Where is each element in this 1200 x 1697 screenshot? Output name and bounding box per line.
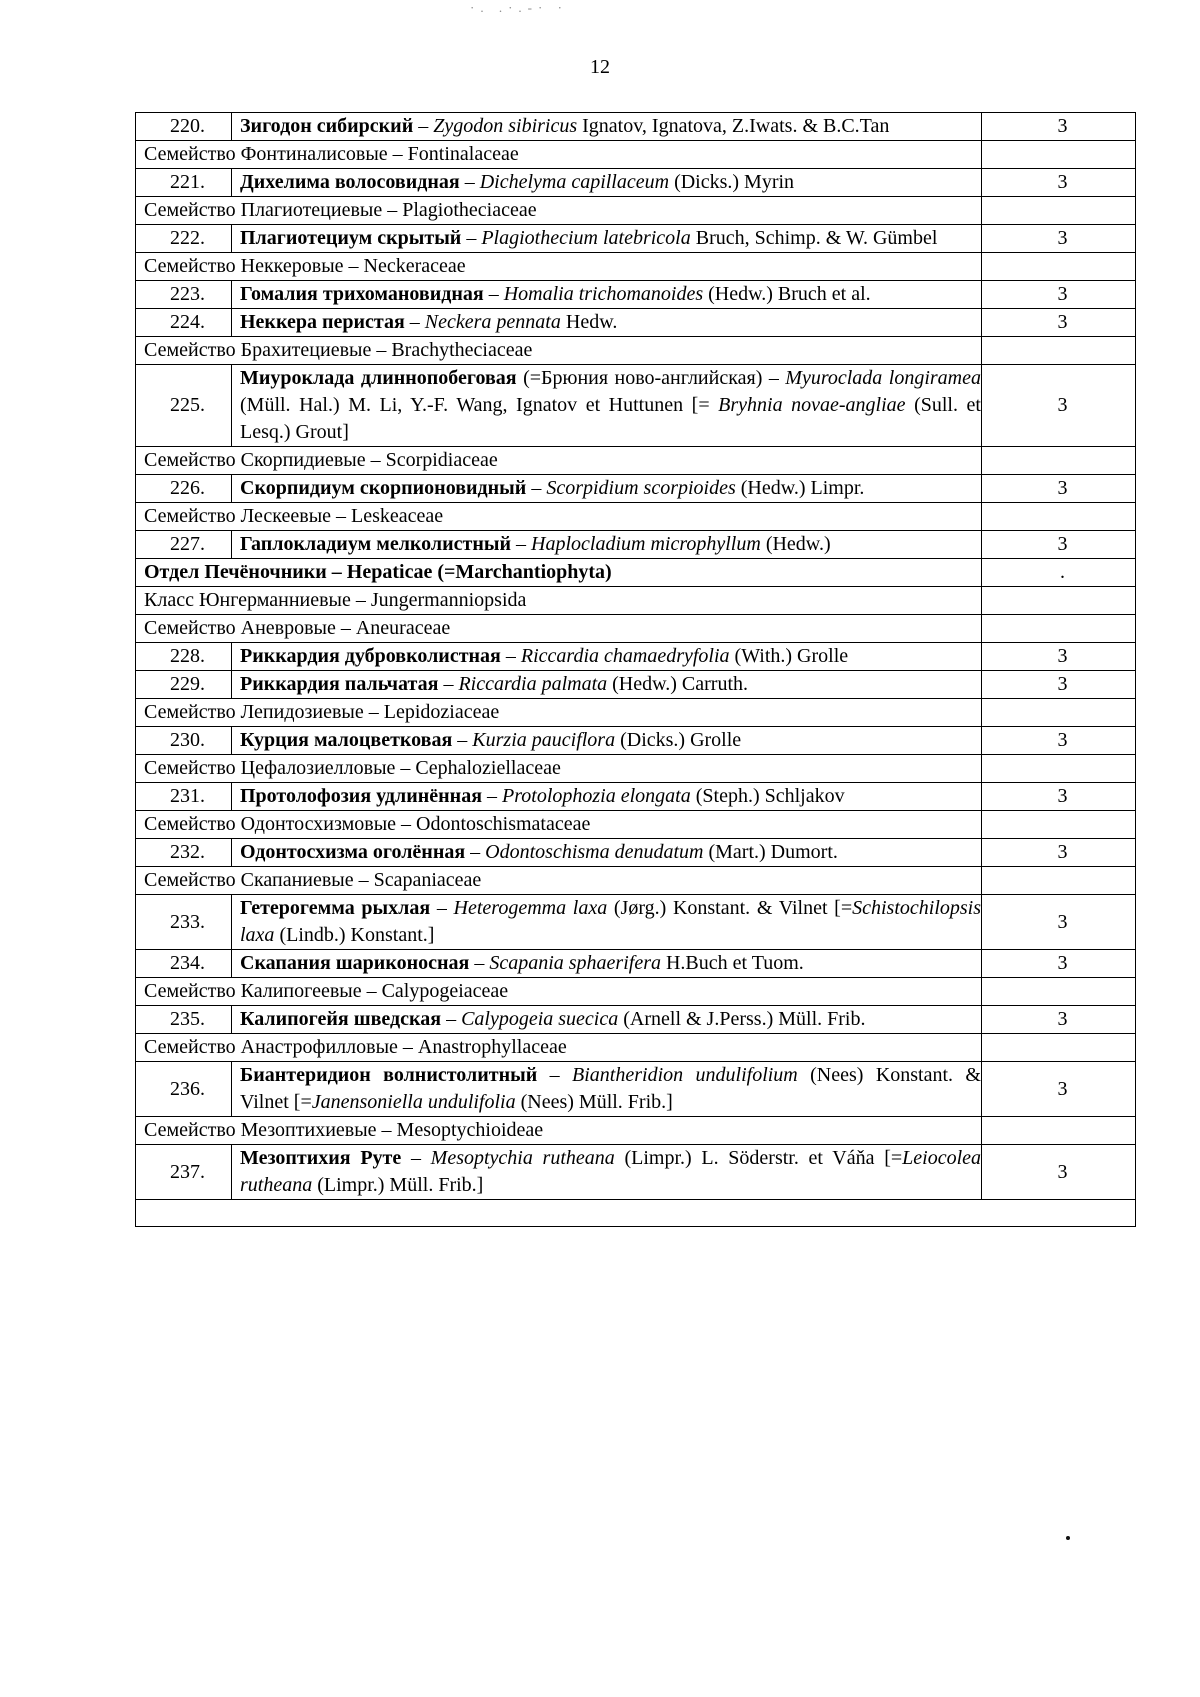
species-russian-name: Зигодон сибирский — [240, 115, 414, 137]
family-row — [136, 615, 1136, 643]
status-cell — [982, 337, 1136, 365]
species-latin-name: Zygodon sibiricus — [433, 115, 578, 137]
species-synonym-latin: Leiocolea rutheana — [240, 1147, 982, 1196]
protection-status: 3 — [982, 839, 1136, 867]
scan-dot — [1066, 1536, 1070, 1540]
species-russian-name: Курция малоцветковая — [240, 729, 453, 751]
family-heading: Семейство Плагиотециевые – Plagiotheciaceae — [136, 197, 982, 225]
protection-status: 3 — [982, 1145, 1136, 1200]
species-latin-name: Riccardia palmata — [458, 673, 608, 695]
family-heading: Семейство Скапаниевые – Scapaniaceae — [136, 867, 982, 895]
species-latin-name: Kurzia pauciflora — [472, 729, 616, 751]
species-author: (Arnell & J.Perss.) Müll. Frib. — [618, 1008, 866, 1030]
species-row — [136, 671, 1136, 699]
species-number: 235. — [136, 1006, 232, 1034]
species-latin-name: Scapania sphaerifera — [489, 952, 661, 974]
status-cell — [982, 867, 1136, 895]
species-name-cell: Гетерогемма рыхлая – Heterogemma laxa (Jørg.) Konstant. & Vilnet [=Schistochilopsis laxa (Lindb.) Konstant.] — [232, 895, 982, 950]
species-synonym-author: (Lindb.) Konstant.] — [274, 924, 435, 946]
status-cell — [982, 1117, 1136, 1145]
species-russian-name: Риккардия пальчатая — [240, 673, 439, 695]
species-number: 221. — [136, 169, 232, 197]
family-heading: Семейство Лепидозиевые – Lepidoziaceae — [136, 699, 982, 727]
family-row — [136, 447, 1136, 475]
species-author: Ignatov, Ignatova, Z.Iwats. & B.C.Tan — [577, 115, 890, 137]
species-row — [136, 950, 1136, 978]
status-cell — [982, 699, 1136, 727]
status-cell — [982, 253, 1136, 281]
protection-status: 3 — [982, 475, 1136, 503]
species-latin-name: Calypogeia suecica — [461, 1008, 619, 1030]
species-number: 228. — [136, 643, 232, 671]
species-latin-name: Riccardia chamaedryfolia — [520, 645, 730, 667]
species-author: (Hedw.) Limpr. — [735, 477, 865, 499]
protection-status: 3 — [982, 727, 1136, 755]
species-name-cell: Скапания шариконосная – Scapania sphaerifera H.Buch et Tuom. — [232, 950, 982, 978]
family-row — [136, 1117, 1136, 1145]
family-row — [136, 755, 1136, 783]
species-latin-name: Protolophozia elongata — [502, 785, 691, 807]
species-synonym-latin: Bryhnia novae-angliae — [718, 394, 906, 416]
species-russian-name: Скапания шариконосная — [240, 952, 470, 974]
species-russian-name: Протолофозия удлинённая — [240, 785, 483, 807]
species-russian-name: Неккера перистая — [240, 311, 405, 333]
division-row — [136, 559, 1136, 587]
family-heading: Семейство Фонтиналисовые – Fontinalaceae — [136, 141, 982, 169]
family-row — [136, 141, 1136, 169]
species-synonym-author: (Nees) Müll. Frib.] — [515, 1091, 673, 1113]
species-number: 226. — [136, 475, 232, 503]
species-number: 234. — [136, 950, 232, 978]
species-row — [136, 281, 1136, 309]
species-number: 220. — [136, 113, 232, 141]
species-latin-name: Homalia trichomanoides — [503, 283, 704, 305]
species-name-cell: Плагиотециум скрытый – Plagiothecium latebricola Bruch, Schimp. & W. Gümbel — [232, 225, 982, 253]
status-cell — [982, 978, 1136, 1006]
species-row — [136, 895, 1136, 950]
family-heading: Семейство Брахитециевые – Brachytheciaceae — [136, 337, 982, 365]
protection-status: 3 — [982, 113, 1136, 141]
species-author: (Dicks.) Myrin — [669, 171, 795, 193]
empty-cell — [136, 1200, 1136, 1227]
species-row — [136, 643, 1136, 671]
page-number: 12 — [590, 56, 610, 78]
species-latin-name: Odontoschisma denudatum — [485, 841, 704, 863]
family-heading: Семейство Цефалозиелловые – Cephaloziellaceae — [136, 755, 982, 783]
family-row — [136, 811, 1136, 839]
species-russian-name: Гаплокладиум мелколистный — [240, 533, 512, 555]
scan-artifact: ·. .·.-· · — [470, 0, 568, 15]
species-row — [136, 225, 1136, 253]
species-row — [136, 475, 1136, 503]
species-number: 230. — [136, 727, 232, 755]
status-cell — [982, 755, 1136, 783]
family-heading: Семейство Анастрофилловые – Anastrophyllaceae — [136, 1034, 982, 1062]
protection-status: 3 — [982, 309, 1136, 337]
status-cell: . — [982, 559, 1136, 587]
status-cell — [982, 1034, 1136, 1062]
species-name-cell: Гомалия трихомановидная – Homalia trichomanoides (Hedw.) Bruch et al. — [232, 281, 982, 309]
protection-status: 3 — [982, 225, 1136, 253]
protection-status: 3 — [982, 531, 1136, 559]
species-name-cell: Гаплокладиум мелколистный – Haplocladium microphyllum (Hedw.) — [232, 531, 982, 559]
species-russian-name: Мезоптихия Руте — [240, 1147, 402, 1169]
species-row — [136, 1062, 1136, 1117]
status-cell — [982, 447, 1136, 475]
species-russian-name: Скорпидиум скорпионовидный — [240, 477, 527, 499]
protection-status: 3 — [982, 895, 1136, 950]
species-number: 233. — [136, 895, 232, 950]
species-name-cell: Скорпидиум скорпионовидный – Scorpidium scorpioides (Hedw.) Limpr. — [232, 475, 982, 503]
species-russian-name: Дихелима волосовидная — [240, 171, 460, 193]
species-synonym-author: (Limpr.) Müll. Frib.] — [312, 1174, 484, 1196]
species-author: (Dicks.) Grolle — [615, 729, 742, 751]
species-row — [136, 839, 1136, 867]
family-heading: Семейство Калипогеевые – Calypogeiaceae — [136, 978, 982, 1006]
family-heading: Класс Юнгерманниевые – Jungermanniopsida — [136, 587, 982, 615]
species-author: (With.) Grolle — [729, 645, 849, 667]
species-russian-name: Плагиотециум скрытый — [240, 227, 462, 249]
species-name-cell: Риккардия пальчатая – Riccardia palmata (Hedw.) Carruth. — [232, 671, 982, 699]
species-number: 229. — [136, 671, 232, 699]
species-author: (Jørg.) Konstant. & Vilnet [= — [607, 897, 853, 919]
protection-status: 3 — [982, 281, 1136, 309]
species-name-cell: Курция малоцветковая – Kurzia pauciflora (Dicks.) Grolle — [232, 727, 982, 755]
family-row — [136, 197, 1136, 225]
family-heading: Семейство Аневровые – Aneuraceae — [136, 615, 982, 643]
protection-status: 3 — [982, 671, 1136, 699]
species-author: (Hedw.) Bruch et al. — [703, 283, 871, 305]
species-author: (Nees) Konstant. & Vilnet [= — [240, 1064, 981, 1113]
family-heading: Семейство Мезоптихиевые – Mesoptychioideae — [136, 1117, 982, 1145]
species-latin-name: Mesoptychia rutheana — [430, 1147, 615, 1169]
species-row — [136, 783, 1136, 811]
species-number: 231. — [136, 783, 232, 811]
family-row — [136, 867, 1136, 895]
family-heading: Семейство Лескеевые – Leskeaceae — [136, 503, 982, 531]
protection-status: 3 — [982, 365, 1136, 447]
species-table-body — [136, 113, 1136, 1227]
species-author: (Limpr.) L. Söderstr. et Váňa [= — [614, 1147, 903, 1169]
status-cell — [982, 587, 1136, 615]
species-russian-name: Риккардия дубровколистная — [240, 645, 501, 667]
species-name-cell: Риккардия дубровколистная – Riccardia chamaedryfolia (With.) Grolle — [232, 643, 982, 671]
species-name-cell: Мезоптихия Руте – Mesoptychia rutheana (Limpr.) L. Söderstr. et Váňa [=Leiocolea rutheana (Limpr.) Müll. Frib.] — [232, 1145, 982, 1200]
species-name-cell: Калипогейя шведская – Calypogeia suecica (Arnell & J.Perss.) Müll. Frib. — [232, 1006, 982, 1034]
family-row — [136, 253, 1136, 281]
family-heading: Семейство Скорпидиевые – Scorpidiaceae — [136, 447, 982, 475]
division-heading: Отдел Печёночники – Hepaticae (=Marchantiophyta) — [136, 559, 982, 587]
species-author: (Mart.) Dumort. — [703, 841, 838, 863]
species-number: 236. — [136, 1062, 232, 1117]
species-latin-name: Neckera pennata — [424, 311, 561, 333]
species-name-cell: Протолофозия удлинённая – Protolophozia elongata (Steph.) Schljakov — [232, 783, 982, 811]
protection-status: 3 — [982, 783, 1136, 811]
species-number: 222. — [136, 225, 232, 253]
species-author: (Hedw.) Carruth. — [607, 673, 749, 695]
status-cell — [982, 197, 1136, 225]
species-author: Hedw. — [560, 311, 618, 333]
species-author: Bruch, Schimp. & W. Gümbel — [690, 227, 938, 249]
species-row — [136, 1006, 1136, 1034]
family-heading: Семейство Неккеровые – Neckeraceae — [136, 253, 982, 281]
species-russian-name: Калипогейя шведская — [240, 1008, 442, 1030]
species-row — [136, 309, 1136, 337]
status-cell — [982, 141, 1136, 169]
species-synonym-author: (Sull. et Lesq.) Grout] — [240, 394, 981, 443]
species-russian-name: Миуроклада длиннопобеговая — [240, 367, 517, 389]
species-row — [136, 365, 1136, 447]
species-number: 225. — [136, 365, 232, 447]
status-cell — [982, 503, 1136, 531]
status-cell — [982, 811, 1136, 839]
species-russian-name: Гомалия трихомановидная — [240, 283, 484, 305]
species-row — [136, 531, 1136, 559]
species-author: (Müll. Hal.) M. Li, Y.-F. Wang, Ignatov et Huttunen [= — [240, 394, 719, 416]
species-row — [136, 727, 1136, 755]
status-cell — [982, 615, 1136, 643]
protection-status: 3 — [982, 1062, 1136, 1117]
species-name-cell: Биантеридион волнистолитный – Biantheridion undulifolium (Nees) Konstant. & Vilnet [=Janensoniella undulifolia (Nees) Müll. Frib.] — [232, 1062, 982, 1117]
family-row — [136, 699, 1136, 727]
species-table — [135, 112, 1136, 1227]
protection-status: 3 — [982, 1006, 1136, 1034]
species-name-cell: Неккера перистая – Neckera pennata Hedw. — [232, 309, 982, 337]
species-number: 232. — [136, 839, 232, 867]
family-row — [136, 978, 1136, 1006]
species-synonym-latin: Janensoniella undulifolia — [311, 1091, 516, 1113]
species-author: H.Buch et Tuom. — [660, 952, 804, 974]
species-number: 224. — [136, 309, 232, 337]
family-row — [136, 587, 1136, 615]
species-row — [136, 113, 1136, 141]
species-latin-name: Biantheridion undulifolium — [572, 1064, 798, 1086]
protection-status: 3 — [982, 169, 1136, 197]
protection-status: 3 — [982, 950, 1136, 978]
species-latin-name: Heterogemma laxa — [453, 897, 608, 919]
species-number: 237. — [136, 1145, 232, 1200]
species-latin-name: Myuroclada longiramea — [785, 367, 981, 389]
species-row — [136, 1145, 1136, 1200]
species-name-cell — [232, 365, 982, 447]
species-name-cell: Зигодон сибирский – Zygodon sibiricus Ignatov, Ignatova, Z.Iwats. & B.C.Tan — [232, 113, 982, 141]
species-latin-name: Scorpidium scorpioides — [546, 477, 736, 499]
species-number: 223. — [136, 281, 232, 309]
species-russian-name: Одонтосхизма оголённая — [240, 841, 466, 863]
species-latin-name: Plagiothecium latebricola — [481, 227, 691, 249]
species-russian-name: Гетерогемма рыхлая — [240, 897, 431, 919]
species-name-cell: Дихелима волосовидная – Dichelyma capillaceum (Dicks.) Myrin — [232, 169, 982, 197]
family-heading: Семейство Одонтосхизмовые – Odontoschismataceae — [136, 811, 982, 839]
family-row — [136, 337, 1136, 365]
species-author: (Hedw.) — [760, 533, 831, 555]
family-row — [136, 1034, 1136, 1062]
species-row — [136, 169, 1136, 197]
protection-status: 3 — [982, 643, 1136, 671]
species-name-cell: Одонтосхизма оголённая – Odontoschisma denudatum (Mart.) Dumort. — [232, 839, 982, 867]
species-latin-name: Haplocladium microphyllum — [531, 533, 761, 555]
empty-row — [136, 1200, 1136, 1227]
species-number: 227. — [136, 531, 232, 559]
species-latin-name: Dichelyma capillaceum — [479, 171, 670, 193]
species-author: (Steph.) Schljakov — [690, 785, 845, 807]
family-row — [136, 503, 1136, 531]
species-synonym-ru: (=Брюния ново-английская) – — [516, 367, 786, 389]
species-synonym-latin: Schistochilopsis laxa — [240, 897, 982, 946]
species-russian-name: Биантеридион волнистолитный — [240, 1064, 538, 1086]
